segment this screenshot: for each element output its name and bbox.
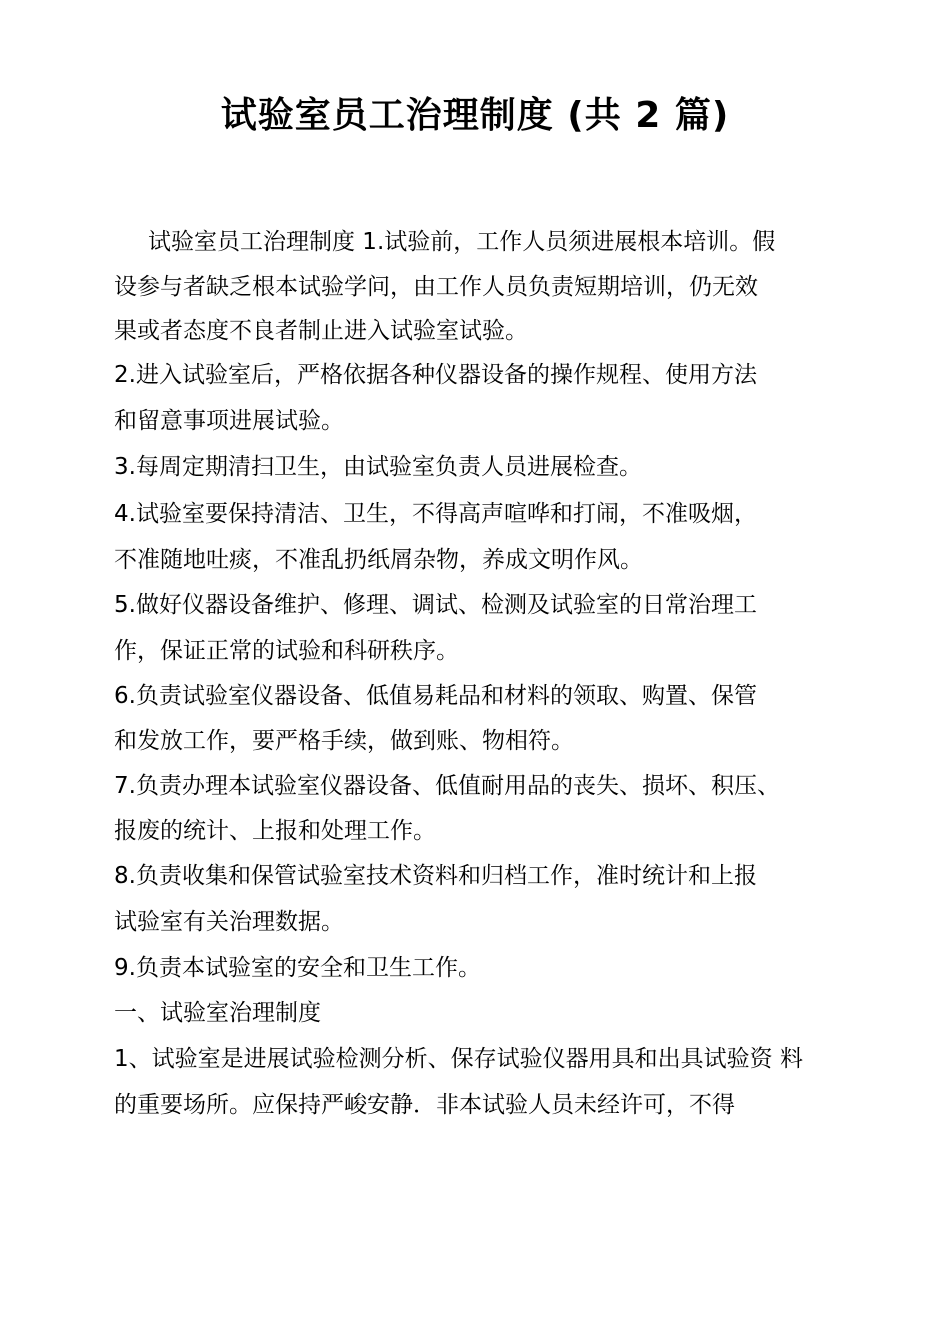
paragraph-line: 3.每周定期清扫卫生，由试验室负责人员进展检查。 <box>114 454 642 480</box>
paragraph-line: 4.试验室要保持清洁、卫生，不得高声喧哗和打闹，不准吸烟， <box>114 501 757 527</box>
paragraph-line: 作，保证正常的试验和科研秩序。 <box>114 638 459 664</box>
paragraph-line: 不准随地吐痰，不准乱扔纸屑杂物，养成文明作风。 <box>114 547 643 573</box>
paragraph-line: 2.进入试验室后，严格依据各种仪器设备的操作规程、使用方法 <box>114 362 757 388</box>
paragraph-line: 的重要场所。应保持严峻安静．非本试验人员未经许可，不得 <box>114 1092 735 1118</box>
paragraph-line: 设参与者缺乏根本试验学问，由工作人员负责短期培训，仍无效 <box>114 274 758 300</box>
document-title: 试验室员工治理制度 (共 2 篇) <box>220 95 730 136</box>
paragraph-line: 9.负责本试验室的安全和卫生工作。 <box>114 955 481 981</box>
paragraph-line: 试验室员工治理制度 1.试验前，工作人员须进展根本培训。假 <box>148 229 776 255</box>
paragraph-line: 5.做好仪器设备维护、修理、调试、检测及试验室的日常治理工 <box>114 592 757 618</box>
paragraph-line: 7.负责办理本试验室仪器设备、低值耐用品的丧失、损坏、积压、 <box>114 773 780 799</box>
paragraph-line: 果或者态度不良者制止进入试验室试验。 <box>114 318 528 344</box>
paragraph-line: 6.负责试验室仪器设备、低值易耗品和材料的领取、购置、保管 <box>114 683 757 709</box>
section-heading: 一、试验室治理制度 <box>114 1000 321 1026</box>
paragraph-line: 报废的统计、上报和处理工作。 <box>114 818 436 844</box>
paragraph-line: 1、试验室是进展试验检测分析、保存试验仪器用具和出具试验资 料 <box>114 1046 803 1072</box>
paragraph-line: 和发放工作，要严格手续，做到账、物相符。 <box>114 728 574 754</box>
paragraph-line: 8.负责收集和保管试验室技术资料和归档工作，准时统计和上报 <box>114 863 757 889</box>
paragraph-line: 试验室有关治理数据。 <box>114 909 344 935</box>
paragraph-line: 和留意事项进展试验。 <box>114 408 344 434</box>
